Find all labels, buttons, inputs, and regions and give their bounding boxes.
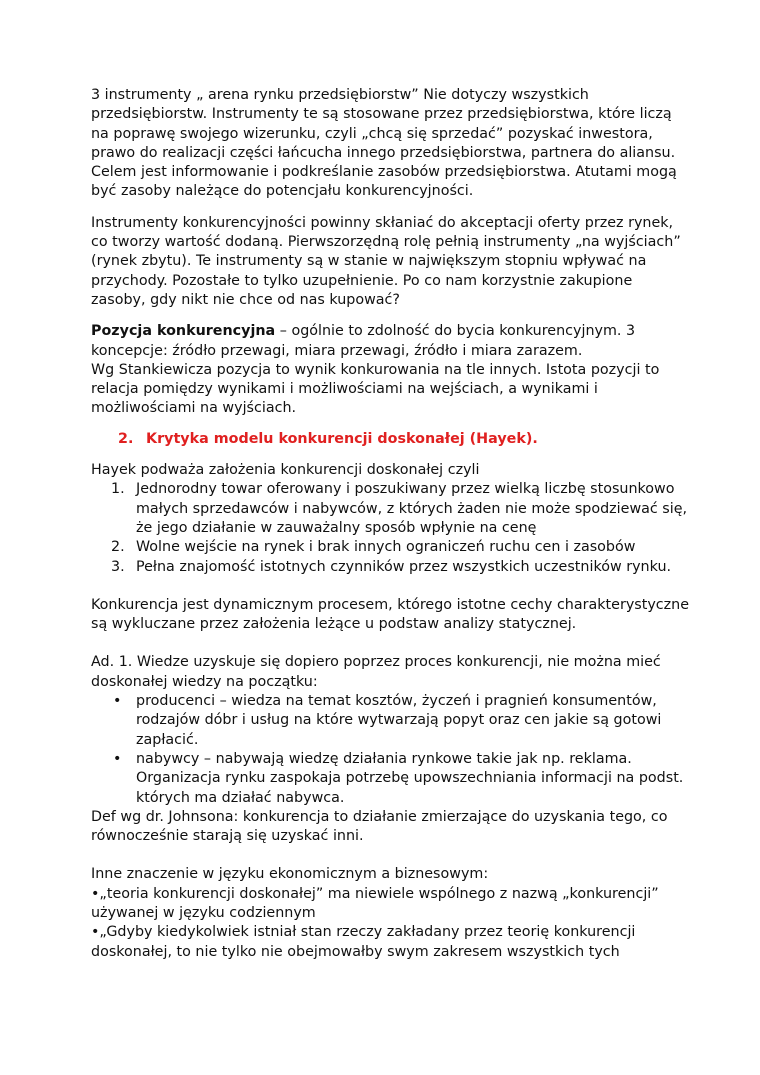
bullet-marker: • [113, 750, 122, 767]
list-item-text: producenci – wiedza na temat kosztów, życzeń i pragnień konsumentów, rodzajów dóbr i usług na które wytwarzają popyt oraz cen jakie są gotowi zapłacić. [136, 693, 662, 748]
list-item [91, 538, 691, 557]
list-marker: 2. [111, 539, 125, 556]
paragraph-konkurencja-dynamiczna: Konkurencja jest dynamicznym procesem, którego istotne cechy charakterystyczne są wykluczane przez założenia leżące u podstaw analizy statycznej. [91, 596, 690, 633]
list-item-text: Pełna znajomość istotnych czynników przez wszystkich uczestników rynku. [136, 558, 672, 575]
knowledge-list [91, 692, 691, 808]
list-item-text: Jednorodny towar oferowany i poszukiwany przez wielką liczbę stosunkowo małych sprzedawców i nabywców, z których żaden nie może spodziewać się, że jego działanie w zauważalny sposób wpłynie na cenę [136, 481, 688, 536]
list-item-text: nabywcy – nabywają wiedzę działania rynkowe takie jak np. reklama. Organizacja rynku zaspokaja potrzebę upowszechniania informacji na podst. których ma działać nabywca. [136, 750, 684, 806]
bullet-marker: • [113, 693, 122, 710]
paragraph-instrumenty-arena: 3 instrumenty „ arena rynku przedsiębiorstw” Nie dotyczy wszystkich przedsiębiorstw. Instrumenty te są stosowane przez przedsiębiorstwa, które liczą na poprawę swojego wizerunku, czyli „chcą się sprzedać” pozyskać inwestora, prawo do realizacji części łańcucha innego przedsiębiorstwa, partnera do aliansu. Celem jest informowanie i podkreślanie zasobów przedsiębiorstwa. Atutami mogą być zasoby należące do potencjału konkurencyjności. [91, 87, 677, 200]
paragraph-johnson-definition: Def wg dr. Johnsona: konkurencja to działanie zmierzające do uzyskania tego, co równocześnie starają się uzyskać inni. [91, 808, 668, 845]
list-marker: 3. [111, 558, 125, 575]
list-item [91, 558, 691, 577]
document-page [91, 86, 691, 962]
paragraph-gdyby-kiedykolwiek: •„Gdyby kiedykolwiek istniał stan rzeczy zakładany przez teorię konkurencji doskonałej, to nie tylko nie obejmowałby swym zakresem wszystkich tych [91, 924, 636, 960]
list-item [91, 750, 691, 808]
term-pozycja-konkurencyjna: Pozycja konkurencyjna [91, 323, 276, 340]
paragraph-stankiewicz: Wg Stankiewicza pozycja to wynik konkurowania na tle innych. Istota pozycji to relacja pomiędzy wynikami i możliwościami na wejściach, a wynikami i możliwościami na wyjściach. [91, 361, 660, 417]
assumptions-list [91, 480, 691, 576]
paragraph-teoria-konkurencji: •„teoria konkurencji doskonałej” ma niewiele wspólnego z nazwą „konkurencji” używanej w języku codziennym [91, 885, 659, 921]
list-marker: 1. [111, 481, 125, 498]
paragraph-hayek-intro: Hayek podważa założenia konkurencji doskonałej czyli [91, 462, 480, 479]
list-item [91, 692, 691, 750]
paragraph-inne-znaczenie: Inne znaczenie w języku ekonomicznym a biznesowym: [91, 866, 489, 883]
section-number: 2. [118, 430, 134, 447]
section-heading [91, 430, 691, 449]
paragraph-instrumenty-konkurencyjnosci: Instrumenty konkurencyjności powinny skłaniać do akceptacji oferty przez rynek, co tworzy wartość dodaną. Pierwszorzędną rolę pełnią instrumenty „na wyjściach” (rynek zbytu). Te instrumenty są w stanie w największym stopniu wpływać na przychody. Pozostałe to tylko uzupełnienie. Po co nam korzystnie zakupione zasoby, gdy nikt nie chce od nas kupować? [91, 214, 681, 308]
section-title: Krytyka modelu konkurencji doskonałej (Hayek). [146, 430, 538, 447]
paragraph-ad-1: Ad. 1. Wiedze uzyskuje się dopiero poprzez proces konkurencji, nie można mieć doskonałej wiedzy na początku: [91, 654, 661, 690]
list-item [91, 480, 691, 538]
definition-pozycja: – ogólnie to zdolność do bycia konkurencyjnym. 3 koncepcje: źródło przewagi, miara przewagi, źródło i miara zarazem. [91, 323, 636, 359]
list-item-text: Wolne wejście na rynek i brak innych ograniczeń ruchu cen i zasobów [136, 539, 636, 556]
paragraph-pozycja-konkurencyjna [91, 322, 691, 361]
